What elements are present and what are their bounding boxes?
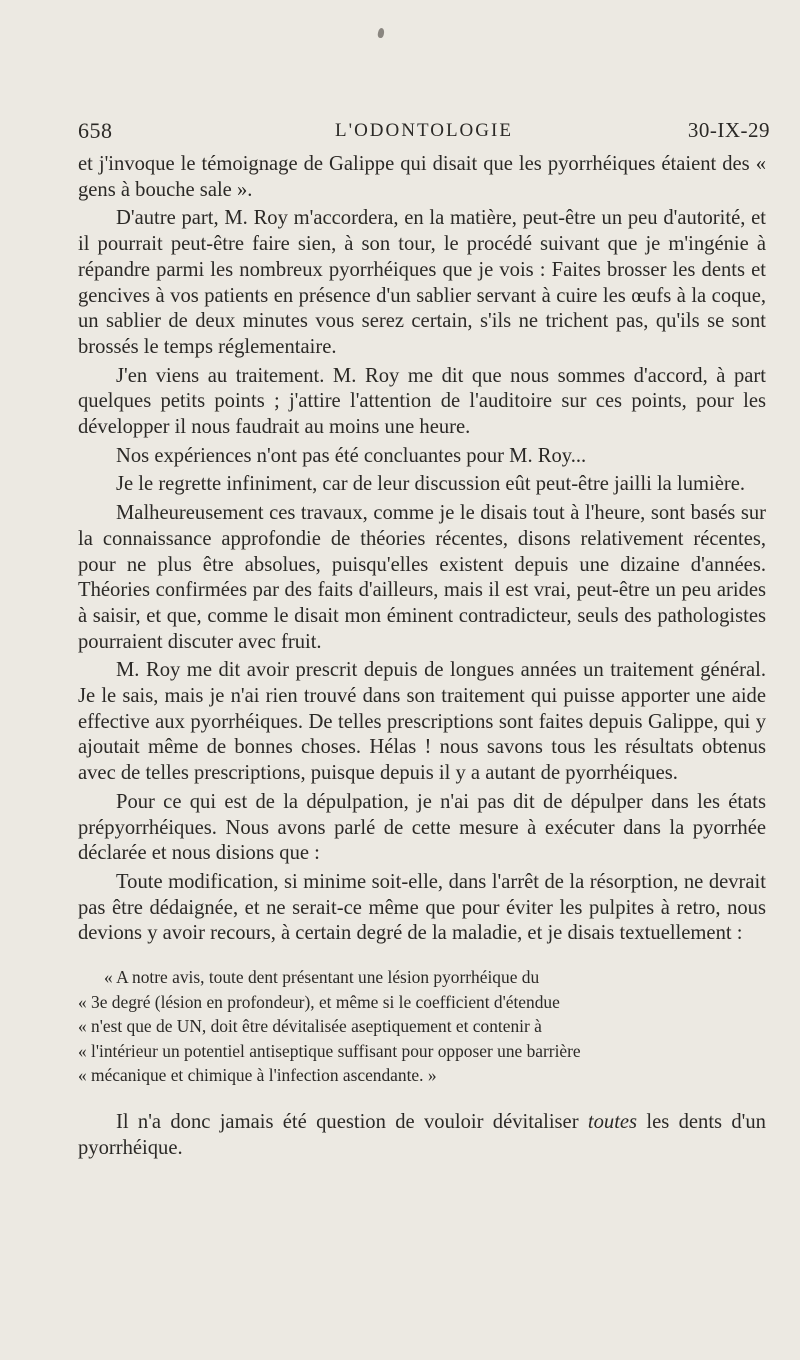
paragraph: Malheureusement ces travaux, comme je le disais tout à l'heure, sont basés sur la connaissance approfondie de théories récentes, disons relativement récentes, pour ne plus être absolues, puisqu'elles existent depuis une dizaine d'années. Théories confirmées par des faits d'ailleurs, mais il est vrai, peut-être un peu arides à saisir, et que, comme le disait mon éminent contradicteur, seuls des pathologistes pourraient discuter avec fruit. <box>78 502 766 653</box>
paragraph: Je le regrette infiniment, car de leur discussion eût peut-être jailli la lumière. <box>116 473 746 496</box>
paragraph: et j'invoque le témoignage de Galippe qui disait que les pyorrhéiques étaient des « gens à bouche sale ». <box>78 153 766 201</box>
body-text <box>78 152 766 1164</box>
journal-title: L'ODONTOLOGIE <box>335 120 513 141</box>
paragraph: Nos expériences n'ont pas été concluantes pour M. Roy... <box>116 444 587 467</box>
closing-text-end: les dents d'un pyorrhéique. <box>78 1111 766 1159</box>
quote-line: « mécanique et chimique à l'infection ascendante. » <box>78 1065 437 1086</box>
paragraph: Pour ce qui est de la dépulpation, je n'ai pas dit de dépulper dans les états prépyorrhéiques. Nous avons parlé de cette mesure à exécuter dans la pyorrhée déclarée et nous disions que : <box>78 790 766 865</box>
paragraph: J'en viens au traitement. M. Roy me dit que nous sommes d'accord, à part quelques petits points ; j'attire l'attention de l'auditoire sur ces points, pour les développer il nous faudrait au moins une heure. <box>78 364 766 439</box>
quote-line: « A notre avis, toute dent présentant une lésion pyorrhéique du <box>104 967 540 988</box>
paragraph: M. Roy me dit avoir prescrit depuis de longues années un traitement général. Je le sais, mais je n'ai rien trouvé dans son traitement qui puisse apporter une aide effective aux pyorrhéiques. De telles prescriptions sont faites depuis Galippe, qui y ajoutait même de bonnes choses. Hélas ! nous savons tous les résultats obtenus avec de telles prescriptions, puisque depuis il y a autant de pyorrhéiques. <box>78 659 766 785</box>
paragraph: D'autre part, M. Roy m'accordera, en la matière, peut-être un peu d'autorité, et il pourrait peut-être faire sien, à son tour, le procédé suivant que je m'ingénie à répandre parmi les nombreux pyorrhéiques que je vois : Faites brosser les dents et gencives à vos patients en présence d'un sablier servant à cuire les œufs à la coque, un sablier de deux minutes vous serez certain, s'ils ne trichent pas, qu'ils se sont brossés le temps réglementaire. <box>78 207 766 358</box>
running-header <box>78 118 770 148</box>
page-number: 658 <box>78 118 113 143</box>
quote-line: « n'est que de UN, doit être dévitalisée aseptiquement et contenir à <box>78 1016 542 1037</box>
quote-line: « l'intérieur un potentiel antiseptique suffisant pour opposer une barrière <box>78 1040 581 1061</box>
ink-speck <box>377 28 385 39</box>
closing-text: Il n'a donc jamais été question de vouloir dévitaliser <box>116 1111 588 1134</box>
closing-paragraph <box>78 1110 766 1161</box>
issue-date: 30-IX-29 <box>687 118 770 142</box>
block-quote <box>78 965 766 1088</box>
emphasized-word: toutes <box>587 1111 638 1134</box>
quote-line: « 3e degré (lésion en profondeur), et même si le coefficient d'étendue <box>78 991 560 1012</box>
paragraph: Toute modification, si minime soit-elle, dans l'arrêt de la résorption, ne devrait pas être dédaignée, et ne serait-ce même que pour éviter les pulpites à retro, nous devions y avoir recours, à certain degré de la maladie, et je disais textuellement : <box>78 870 766 945</box>
